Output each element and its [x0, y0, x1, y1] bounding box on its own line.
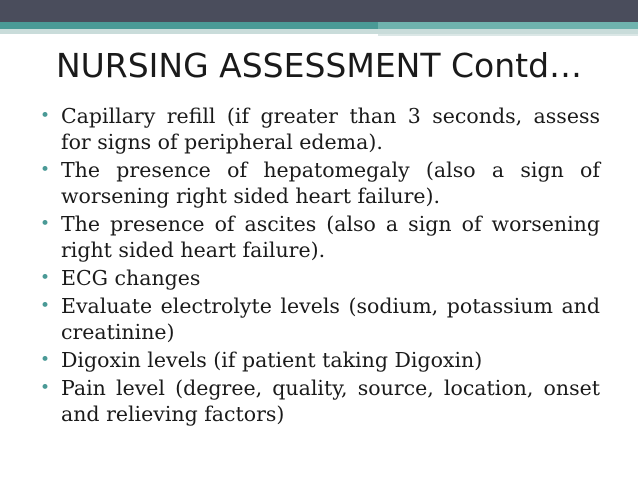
header-band-dark — [0, 0, 638, 22]
list-item-text: ECG changes — [61, 266, 201, 290]
header-band-accent — [378, 22, 638, 29]
bullet-icon: • — [40, 106, 51, 126]
list-item — [40, 157, 600, 209]
bullet-icon: • — [40, 350, 51, 370]
slide-title: NURSING ASSESSMENT Contd… — [55, 46, 583, 85]
list-item — [40, 375, 600, 427]
list-item-text: The presence of hepatomegaly (also a sign of worsening right sided heart failure). — [61, 158, 600, 208]
bullet-icon: • — [40, 214, 51, 234]
list-item-text: Digoxin levels (if patient taking Digoxin) — [61, 348, 483, 372]
bullet-icon: • — [40, 296, 51, 316]
bullet-icon: • — [40, 378, 51, 398]
list-item-text: Pain level (degree, quality, source, location, onset and relieving factors) — [61, 376, 600, 426]
list-item-text: Evaluate electrolyte levels (sodium, potassium and creatinine) — [61, 294, 600, 344]
list-item-text: The presence of ascites (also a sign of worsening right sided heart failure). — [61, 212, 600, 262]
bullet-list — [40, 103, 600, 429]
bullet-icon: • — [40, 160, 51, 180]
list-item-text: Capillary refill (if greater than 3 seconds, assess for signs of peripheral edema). — [61, 104, 600, 154]
header-band-accent-thin — [378, 34, 638, 36]
list-item — [40, 265, 600, 291]
list-item — [40, 103, 600, 155]
list-item — [40, 211, 600, 263]
list-item — [40, 293, 600, 345]
bullet-icon: • — [40, 268, 51, 288]
list-item — [40, 347, 600, 373]
